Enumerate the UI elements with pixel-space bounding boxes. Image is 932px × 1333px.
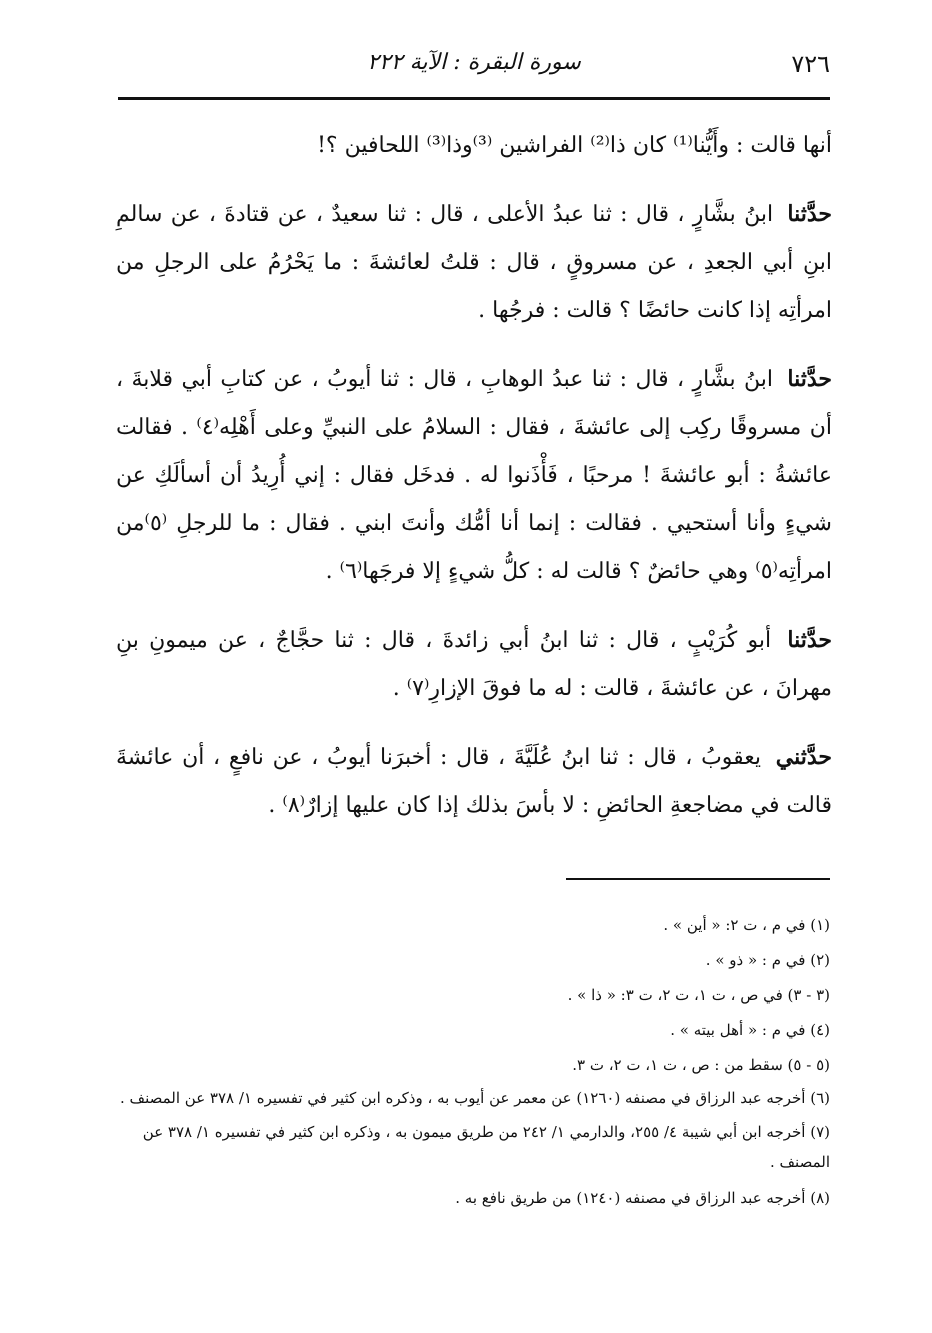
- header-rule: [118, 97, 830, 100]
- paragraph-text: أنها قالت : وأَيُّنا⁽¹⁾ كان ذا⁽²⁾ الفراشين ⁽³⁾وذا⁽³⁾ اللحافين ؟!: [317, 133, 832, 158]
- paragraph-3: [116, 355, 832, 596]
- footnote-4: (٤) في م : « أهل بيته » .: [670, 1021, 830, 1039]
- footnote-5: (٥ - ٥) سقط من : ص ، ت ١، ت ٢، ت ٣.: [572, 1056, 830, 1074]
- paragraph-text: ابنُ بشَّارٍ ، قال : ثنا عبدُ الوهابِ ، قال : ثنا أيوبُ ، عن كتابِ أبي قلابةَ ، أن مسروقًا ركِب إلى عائشةَ ، فقال : السلامُ على النبيِّ وعلى أَهْلِه⁽٤⁾ . فقالت عائشةُ : أبو عائشةَ ! مرحبًا ، فَأْذَنوا له . فدخَل فقال : إني أُرِيدُ أن أسألَكِ عن شيءٍ وأنا أستحيي . فقالت : إنما أنا أمُّك وأنتَ ابني . فقال : ما للرجلِ ⁽٥⁾من امرأتِه⁽٥⁾ وهي حائضٌ ؟ قالت له : كلُّ شيءٍ إلا فرجَها⁽٦⁾ .: [116, 367, 832, 584]
- paragraph-5: [116, 733, 832, 830]
- page-header: [118, 44, 830, 88]
- footnote-1: (١) في م ، ت ٢: « أين » .: [663, 916, 830, 934]
- paragraph-text: أبو كُرَيْبٍ ، قال : ثنا ابنُ أبي زائدةَ ، قال : ثنا حجَّاجٌ ، عن ميمونِ بنِ مهرانَ ، عن عائشةَ ، قالت : له ما فوقَ الإزارِ⁽٧⁾ .: [116, 628, 832, 701]
- footnotes: [118, 908, 830, 1216]
- running-title: سورة البقرة : الآية ٢٢٢: [367, 50, 581, 75]
- footnote-3: (٣ - ٣) في ص ، ت ١، ت ٢، ت ٣: « ذا » .: [567, 986, 830, 1004]
- paragraph-2: [116, 190, 832, 335]
- hadith-opening: حدَّثنا: [787, 201, 832, 227]
- page-number: ٧٢٦: [791, 50, 830, 78]
- footnote-6: (٦) أخرجه عبد الرزاق في مصنفه (١٢٦٠) عن معمر عن أيوب به ، وذكره ابن كثير في تفسيره ١/ ٣٧٨ عن المصنف .: [120, 1089, 830, 1107]
- footnote-7: (٧) أخرجه ابن أبي شيبة ٤/ ٢٥٥، والدارمي ١/ ٢٤٢ من طريق ميمون به ، وذكره ابن كثير في تفسيره ١/ ٣٧٨ عن المصنف .: [142, 1123, 830, 1171]
- main-text: [116, 122, 832, 850]
- footnote-8: (٨) أخرجه عبد الرزاق في مصنفه (١٢٤٠) من طريق نافع به .: [455, 1189, 830, 1207]
- footnote-rule: [566, 878, 830, 880]
- paragraph-4: [116, 616, 832, 713]
- footnote-2: (٢) في م : « ذو » .: [705, 951, 830, 969]
- hadith-opening: حدَّثنا: [787, 366, 832, 392]
- paragraph-1: [116, 122, 832, 170]
- hadith-opening: حدَّثني: [775, 744, 833, 770]
- paragraph-text: ابنُ بشَّارٍ ، قال : ثنا عبدُ الأعلى ، قال : ثنا سعيدٌ ، عن قتادةَ ، عن سالمِ ابنِ أبي الجعدِ ، عن مسروقٍ ، قال : قلتُ لعائشةَ : ما يَحْرُمُ على الرجلِ من امرأتِه إذا كانت حائضًا ؟ قالت : فرجُها .: [116, 202, 832, 323]
- paragraph-text: يعقوبُ ، قال : ثنا ابنُ عُلَيَّةَ ، قال : أخبرَنا أيوبُ ، عن نافعٍ ، أن عائشةَ قالت في مضاجعةِ الحائضِ : لا بأسَ بذلك إذا كان عليها إزارٌ⁽٨⁾ .: [116, 745, 832, 818]
- hadith-opening: حدَّثنا: [787, 627, 832, 653]
